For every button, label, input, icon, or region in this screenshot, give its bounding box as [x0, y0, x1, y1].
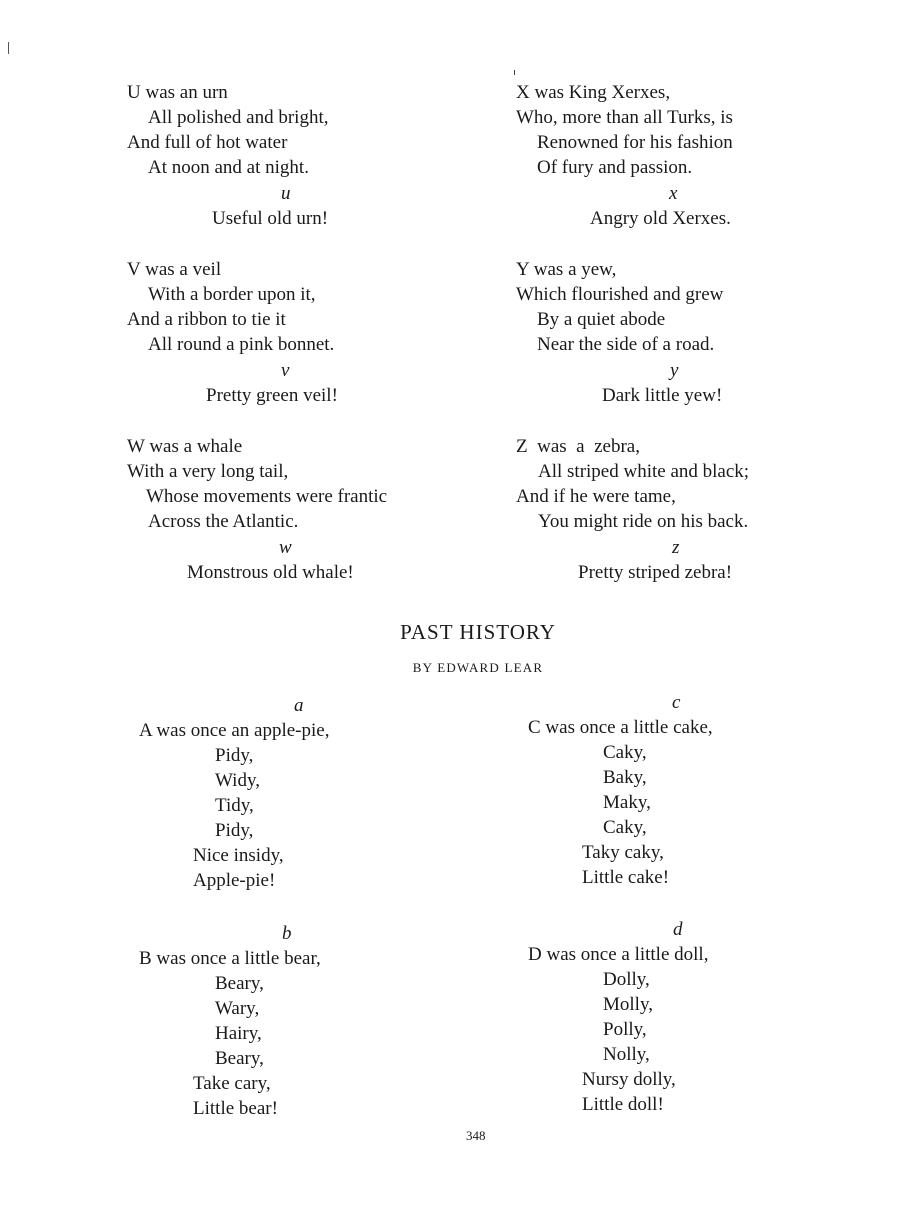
stanza-refrain: Monstrous old whale! — [187, 562, 354, 583]
stanza-line: U was an urn — [127, 82, 228, 103]
stanza-line: Baky, — [603, 767, 647, 788]
stanza-refrain: Pretty green veil! — [206, 385, 338, 406]
page-number: 348 — [466, 1128, 486, 1143]
stanza-line: A was once an apple-pie, — [139, 720, 330, 741]
stanza-line: Caky, — [603, 742, 647, 763]
stanza-line: Renowned for his fashion — [537, 132, 733, 153]
stanza-line: Y was a yew, — [516, 259, 617, 280]
stanza-line: You might ride on his back. — [538, 511, 749, 532]
stanza-line: All round a pink bonnet. — [148, 334, 335, 355]
stanza-line: And full of hot water — [127, 132, 288, 153]
stanza-line: Nolly, — [603, 1044, 650, 1065]
stanza-line: V was a veil — [127, 259, 222, 280]
stanza-line: With a very long tail, — [127, 461, 289, 482]
stanza-line: Nice insidy, — [193, 845, 284, 866]
stanza-line: Beary, — [215, 973, 264, 994]
stanza-line: With a border upon it, — [148, 284, 316, 305]
stanza-line: Dolly, — [603, 969, 650, 990]
stanza-line: D was once a little doll, — [528, 944, 709, 965]
stanza-refrain: Useful old urn! — [212, 208, 329, 229]
stanza-letter: u — [281, 183, 291, 204]
stanza-line: Widy, — [215, 770, 260, 791]
stanza-refrain: Pretty striped zebra! — [578, 562, 733, 583]
stanza-line: Nursy dolly, — [582, 1069, 676, 1090]
stanza-line: All polished and bright, — [148, 107, 329, 128]
print-speck — [514, 70, 515, 75]
stanza-letter: z — [672, 537, 680, 558]
stanza-line: Across the Atlantic. — [148, 511, 299, 532]
stanza-line: Taky caky, — [582, 842, 664, 863]
section-title: PAST HISTORY — [400, 620, 556, 644]
stanza-line: Polly, — [603, 1019, 647, 1040]
stanza-line: Little cake! — [582, 867, 670, 888]
stanza-line: Beary, — [215, 1048, 264, 1069]
stanza-line: Who, more than all Turks, is — [516, 107, 733, 128]
stanza-line: Wary, — [215, 998, 260, 1019]
stanza-line: Little bear! — [193, 1098, 278, 1119]
stanza-letter: v — [281, 360, 290, 381]
stanza-letter: w — [279, 537, 292, 558]
stanza-line: W was a whale — [127, 436, 243, 457]
stanza-line: Take cary, — [193, 1073, 271, 1094]
stanza-line: All striped white and black; — [538, 461, 750, 482]
stanza-refrain: Angry old Xerxes. — [590, 208, 731, 229]
stanza-refrain: Dark little yew! — [602, 385, 723, 406]
stanza-line: B was once a little bear, — [139, 948, 321, 969]
stanza-letter: x — [669, 183, 678, 204]
stanza-letter: d — [673, 919, 683, 940]
stanza-letter: y — [670, 360, 679, 381]
stanza-line: Pidy, — [215, 820, 254, 841]
stanza-line: By a quiet abode — [537, 309, 666, 330]
stanza-line: And a ribbon to tie it — [127, 309, 286, 330]
stanza-line: Little doll! — [582, 1094, 664, 1115]
stanza-line: Whose movements were frantic — [146, 486, 388, 507]
stanza-line: And if he were tame, — [516, 486, 676, 507]
stanza-line: Hairy, — [215, 1023, 262, 1044]
stanza-line: Molly, — [603, 994, 653, 1015]
stanza-line: Maky, — [603, 792, 651, 813]
stanza-letter: c — [672, 692, 681, 713]
stanza-line: Apple-pie! — [193, 870, 276, 891]
stanza-line: At noon and at night. — [148, 157, 309, 178]
stanza-line: Of fury and passion. — [537, 157, 693, 178]
stanza-line: Tidy, — [215, 795, 254, 816]
stanza-line: Caky, — [603, 817, 647, 838]
stanza-line: Near the side of a road. — [537, 334, 715, 355]
stanza-line: X was King Xerxes, — [516, 82, 671, 103]
stanza-letter: a — [294, 695, 304, 716]
section-byline: BY EDWARD LEAR — [412, 660, 544, 675]
stanza-letter: b — [282, 923, 292, 944]
stanza-line: Z was a zebra, — [516, 436, 640, 457]
stanza-line: Pidy, — [215, 745, 254, 766]
stanza-line: Which flourished and grew — [516, 284, 724, 305]
stanza-line: C was once a little cake, — [528, 717, 713, 738]
margin-mark — [8, 42, 9, 54]
